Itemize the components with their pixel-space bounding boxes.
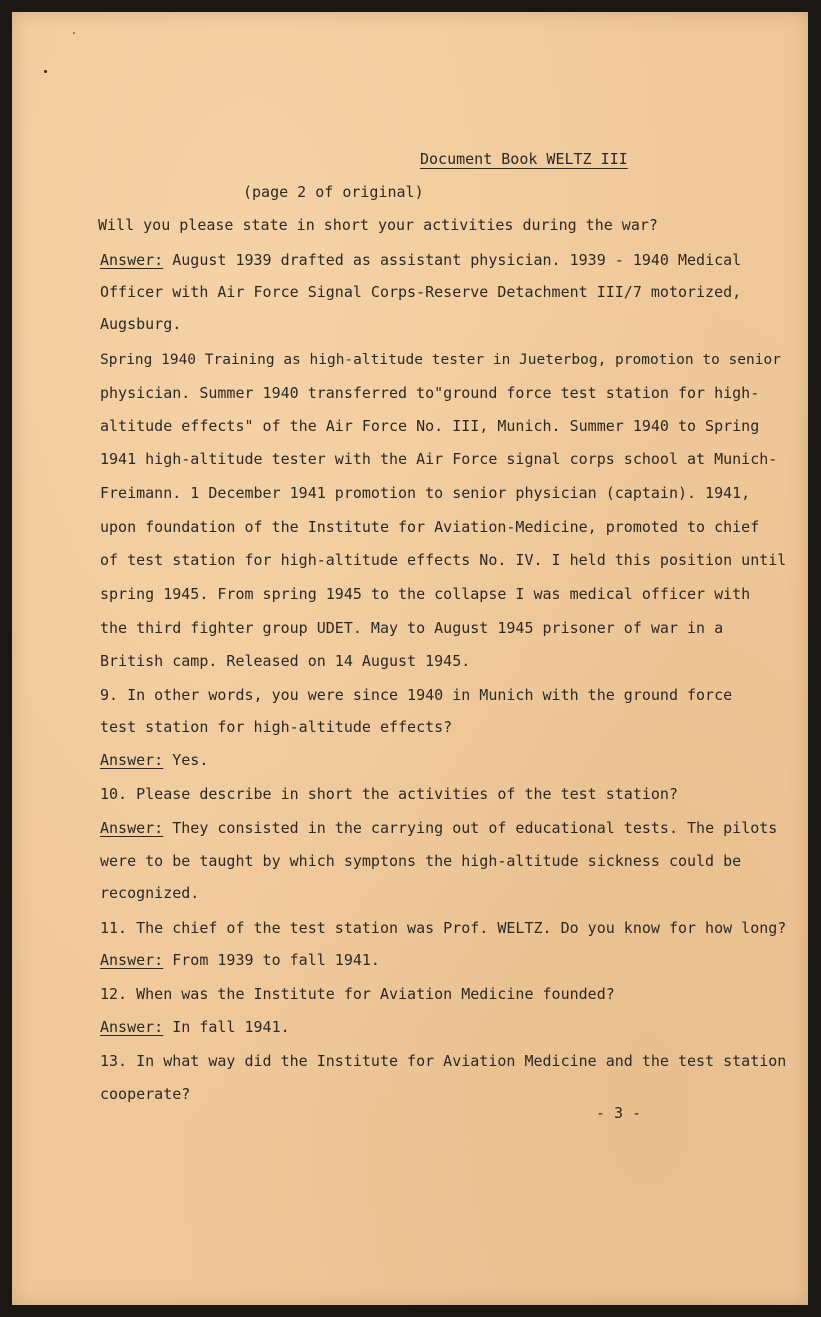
text-line: Answer: From 1939 to fall 1941. [100, 951, 380, 969]
text-line: were to be taught by which symptons the high-altitude sickness could be [100, 852, 742, 870]
text-line: upon foundation of the Institute for Aviation-Medicine, promoted to chief [100, 518, 760, 536]
text-line: 12. When was the Institute for Aviation Medicine founded? [100, 985, 615, 1003]
answer-label: Answer: [100, 251, 164, 269]
text-line: cooperate? [100, 1085, 191, 1103]
text-line: recognized. [100, 884, 200, 902]
text-line: Augsburg. [100, 315, 182, 333]
text-line: 9. In other words, you were since 1940 in Munich with the ground force [100, 686, 733, 704]
text-line: Officer with Air Force Signal Corps-Reserve Detachment III/7 motorized, [100, 283, 742, 301]
text-line: Will you please state in short your activities during the war? [98, 216, 658, 234]
text-line: British camp. Released on 14 August 1945. [100, 652, 471, 670]
text-line: 10. Please describe in short the activities of the test station? [100, 785, 678, 803]
text-line: of test station for high-altitude effects No. IV. I held this position until [100, 551, 787, 569]
answer-label: Answer: [100, 1018, 164, 1036]
text-line: 13. In what way did the Institute for Aviation Medicine and the test station [100, 1052, 787, 1070]
text-line: altitude effects" of the Air Force No. III, Munich. Summer 1940 to Spring [100, 417, 760, 435]
text-line: Answer: August 1939 drafted as assistant physician. 1939 - 1940 Medical [100, 251, 742, 269]
text-line: the third fighter group UDET. May to August 1945 prisoner of war in a [100, 619, 724, 637]
answer-label: Answer: [100, 819, 164, 837]
text-line: 11. The chief of the test station was Prof. WELTZ. Do you know for how long? [100, 919, 787, 937]
page-of-original: (page 2 of original) [243, 183, 424, 201]
paper-speck [44, 70, 47, 73]
page-number: - 3 - [596, 1104, 642, 1122]
text-line: spring 1945. From spring 1945 to the collapse I was medical officer with [100, 585, 751, 603]
text-line: physician. Summer 1940 transferred to"ground force test station for high- [100, 384, 760, 402]
text-line: Answer: Yes. [100, 751, 209, 769]
text-line: Answer: They consisted in the carrying out of educational tests. The pilots [100, 819, 778, 837]
answer-label: Answer: [100, 751, 164, 769]
paper-speck [73, 32, 75, 34]
document-book-title: Document Book WELTZ III [420, 150, 628, 168]
text-line: Freimann. 1 December 1941 promotion to senior physician (captain). 1941, [100, 484, 751, 502]
text-line: Spring 1940 Training as high-altitude tester in Jueterbog, promotion to senior [100, 352, 781, 368]
text-line: test station for high-altitude effects? [100, 718, 453, 736]
answer-label: Answer: [100, 951, 164, 969]
text-line: Answer: In fall 1941. [100, 1018, 290, 1036]
text-line: 1941 high-altitude tester with the Air Force signal corps school at Munich- [100, 450, 778, 468]
